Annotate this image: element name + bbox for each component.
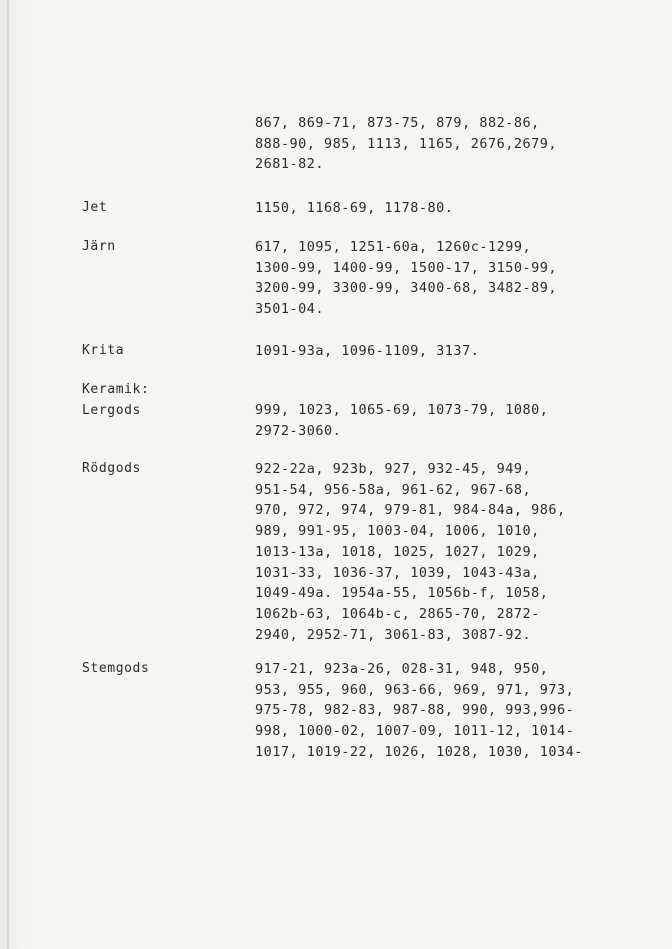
entry-numbers (255, 341, 655, 362)
numbers-line: 1150, 1168-69, 1178-80. (255, 200, 454, 216)
numbers-line: 953, 955, 960, 963-66, 969, 971, 973, (255, 681, 575, 698)
fold-line (7, 0, 9, 949)
entry-label (82, 198, 242, 219)
numbers-line: 951-54, 956-58a, 961-62, 967-68, (255, 481, 532, 498)
entry-numbers (255, 400, 655, 441)
numbers-line: 1017, 1019-22, 1026, 1028, 1030, 1034- (255, 743, 583, 760)
numbers-line: 917-21, 923a-26, 028-31, 948, 950, (255, 661, 549, 677)
numbers-line: 975-78, 982-83, 987-88, 990, 993,996- (255, 702, 575, 719)
material-label: Stemgods (82, 661, 150, 676)
entry-numbers (255, 237, 655, 320)
numbers-line: 3200-99, 3300-99, 3400-68, 3482-89, (255, 280, 557, 297)
numbers-line: 1062b-63, 1064b-c, 2865-70, 2872- (255, 605, 540, 622)
numbers-line: 3501-04. (255, 301, 325, 318)
numbers-line: 1031-33, 1036-37, 1039, 1043-43a, (255, 564, 540, 581)
entry-label (82, 659, 242, 680)
numbers-line: 867, 869-71, 873-75, 879, 882-86, (255, 115, 540, 131)
numbers-line: 1091-93a, 1096-1109, 3137. (255, 343, 480, 359)
entry-numbers (255, 459, 655, 645)
numbers-line: 1013-13a, 1018, 1025, 1027, 1029, (255, 543, 540, 560)
entry-numbers (255, 113, 655, 175)
page-edge (0, 0, 26, 949)
numbers-line: 1049-49a. 1954a-55, 1056b-f, 1058, (255, 585, 549, 602)
material-label: Jet (82, 200, 108, 215)
material-label: Lergods (82, 402, 141, 418)
material-label: Krita (82, 343, 125, 358)
numbers-line: 2940, 2952-71, 3061-83, 3087-92. (255, 626, 532, 643)
numbers-line: 617, 1095, 1251-60a, 1260c-1299, (255, 239, 532, 255)
entry-numbers (255, 198, 655, 219)
entry-label (82, 459, 242, 480)
numbers-line: 2972-3060. (255, 422, 342, 439)
entry-label (82, 341, 242, 362)
material-label: Rödgods (82, 461, 141, 476)
numbers-line: 888-90, 985, 1113, 1165, 2676,2679, (255, 135, 557, 152)
numbers-line: 1300-99, 1400-99, 1500-17, 3150-99, (255, 259, 557, 276)
entry-numbers (255, 659, 655, 763)
entry-label (82, 237, 242, 258)
numbers-line: 998, 1000-02, 1007-09, 1011-12, 1014- (255, 723, 575, 740)
numbers-line: 2681-82. (255, 156, 325, 173)
numbers-line: 999, 1023, 1065-69, 1073-79, 1080, (255, 402, 549, 418)
entry-label (82, 380, 242, 421)
numbers-line: 989, 991-95, 1003-04, 1006, 1010, (255, 523, 540, 540)
category-label: Keramik: (82, 382, 150, 397)
numbers-line: 970, 972, 974, 979-81, 984-84a, 986, (255, 502, 566, 519)
numbers-line: 922-22a, 923b, 927, 932-45, 949, (255, 461, 532, 477)
material-label: Järn (82, 239, 116, 254)
